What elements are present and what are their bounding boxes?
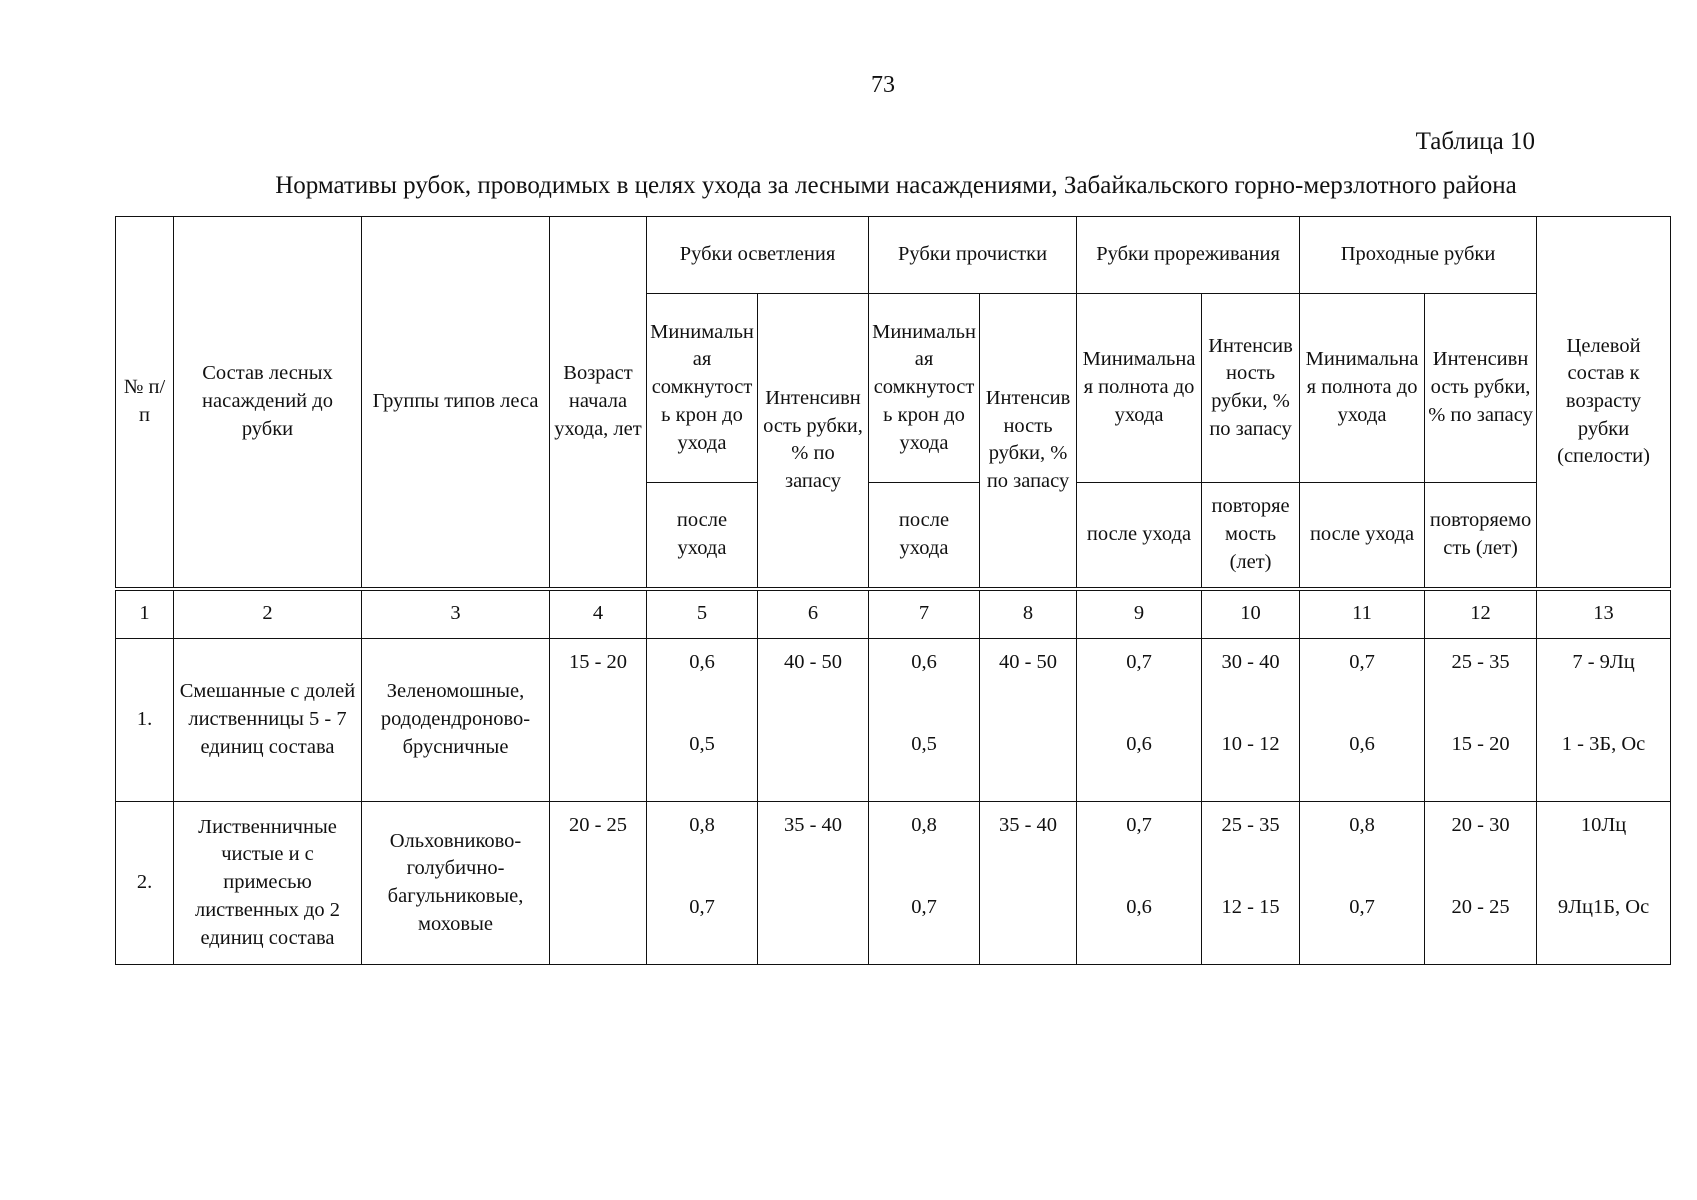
value-target-extra: 1 - 3Б, Ос [1561, 732, 1646, 755]
row-intensity-cleaning: 40 - 50 [980, 639, 1077, 802]
value-intensity: 20 - 30 [1451, 814, 1510, 836]
column-number: 3 [362, 589, 550, 639]
norms-table [115, 216, 1671, 965]
column-number: 5 [647, 589, 758, 639]
header-group-clearing: Рубки осветления [647, 217, 869, 294]
column-number: 10 [1202, 589, 1300, 639]
value-before: 0,6 [911, 651, 937, 673]
row-start-age: 20 - 25 [550, 802, 647, 965]
header-composition: Состав лесных насаждений до рубки [174, 217, 362, 589]
value-after: 0,5 [911, 732, 937, 755]
column-number: 13 [1537, 589, 1671, 639]
table-title: Нормативы рубок, проводимых в целях ухода за лесными насаждениями, Забайкальского горно-мерзлотного района [275, 172, 1517, 199]
header-after-cleaning: после ухода [869, 483, 980, 589]
header-repeat-passage: повторяемость (лет) [1425, 483, 1537, 589]
column-number: 4 [550, 589, 647, 639]
header-min-closure-clearing: Минимальная сомкнутость крон до ухода [647, 294, 758, 483]
value-target-extra: 9Лц1Б, Ос [1557, 895, 1650, 918]
header-start-age: Возраст начала ухода, лет [550, 217, 647, 589]
row-intensity-clearing: 35 - 40 [758, 802, 869, 965]
header-after-thinning: после ухода [1077, 483, 1202, 589]
header-min-density-thinning: Минимальная полнота до ухода [1077, 294, 1202, 483]
table-label: Таблица 10 [1415, 128, 1535, 155]
value-before: 0,7 [1126, 651, 1152, 673]
header-intensity-clearing: Интенсивность рубки, % по запасу [758, 294, 869, 589]
row-target [1537, 639, 1671, 802]
value-target-main: 10Лц [1580, 814, 1627, 836]
row-forest-groups: Ольховниково-голубично-багульниковые, моховые [362, 802, 550, 965]
value-repeat: 15 - 20 [1451, 732, 1510, 755]
page-number: 73 [871, 72, 895, 98]
row-target [1537, 802, 1671, 965]
column-number: 9 [1077, 589, 1202, 639]
value-after: 0,7 [1349, 895, 1375, 918]
value-repeat: 20 - 25 [1451, 895, 1510, 918]
row-composition: Лиственничные чистые и с примесью лиственных до 2 единиц состава [174, 802, 362, 965]
row-intensity-cleaning: 35 - 40 [980, 802, 1077, 965]
header-num: № п/п [116, 217, 174, 589]
header-intensity-thinning: Интенсивность рубки, % по запасу [1202, 294, 1300, 483]
value-before: 0,7 [1126, 814, 1152, 836]
header-after-clearing: после ухода [647, 483, 758, 589]
header-target: Целевой состав к возрасту рубки (спелости) [1537, 217, 1671, 589]
column-number: 2 [174, 589, 362, 639]
column-number: 6 [758, 589, 869, 639]
value-intensity: 25 - 35 [1451, 651, 1510, 673]
value-repeat: 12 - 15 [1221, 895, 1280, 918]
row-num: 2. [116, 802, 174, 965]
row-min-density-passage [1300, 639, 1425, 802]
column-number: 7 [869, 589, 980, 639]
row-start-age: 15 - 20 [550, 639, 647, 802]
table-row [116, 802, 1671, 965]
header-group-thinning: Рубки прореживания [1077, 217, 1300, 294]
value-after: 0,7 [689, 895, 715, 918]
value-after: 0,7 [911, 895, 937, 918]
value-target-main: 7 - 9Лц [1572, 651, 1635, 673]
column-number-row [116, 589, 1671, 639]
value-before: 0,7 [1349, 651, 1375, 673]
value-before: 0,8 [1349, 814, 1375, 836]
column-number: 11 [1300, 589, 1425, 639]
value-after: 0,6 [1349, 732, 1375, 755]
header-repeat-thinning: повторяемость (лет) [1202, 483, 1300, 589]
row-min-density-passage [1300, 802, 1425, 965]
row-intensity-thinning [1202, 802, 1300, 965]
row-min-density-thinning [1077, 802, 1202, 965]
header-group-passage: Проходные рубки [1300, 217, 1537, 294]
value-intensity: 30 - 40 [1221, 651, 1280, 673]
value-after: 0,6 [1126, 895, 1152, 918]
value-intensity: 25 - 35 [1221, 814, 1280, 836]
row-composition: Смешанные с долей лиственницы 5 - 7 единиц состава [174, 639, 362, 802]
value-repeat: 10 - 12 [1221, 732, 1280, 755]
row-intensity-passage [1425, 639, 1537, 802]
column-number: 8 [980, 589, 1077, 639]
column-number: 1 [116, 589, 174, 639]
value-before: 0,8 [911, 814, 937, 836]
row-forest-groups: Зеленомошные, рододендроново-брусничные [362, 639, 550, 802]
row-min-closure-clearing [647, 639, 758, 802]
row-intensity-thinning [1202, 639, 1300, 802]
row-min-closure-cleaning [869, 639, 980, 802]
row-min-density-thinning [1077, 639, 1202, 802]
row-num: 1. [116, 639, 174, 802]
value-before: 0,8 [689, 814, 715, 836]
header-intensity-cleaning: Интенсивность рубки, % по запасу [980, 294, 1077, 589]
header-forest-groups: Группы типов леса [362, 217, 550, 589]
header-row-groups [116, 217, 1671, 294]
row-min-closure-clearing [647, 802, 758, 965]
header-min-closure-cleaning: Минимальная сомкнутость крон до ухода [869, 294, 980, 483]
row-intensity-clearing: 40 - 50 [758, 639, 869, 802]
table-row [116, 639, 1671, 802]
header-after-passage: после ухода [1300, 483, 1425, 589]
header-intensity-passage: Интенсивность рубки, % по запасу [1425, 294, 1537, 483]
row-min-closure-cleaning [869, 802, 980, 965]
header-group-cleaning: Рубки прочистки [869, 217, 1077, 294]
value-after: 0,6 [1126, 732, 1152, 755]
column-number: 12 [1425, 589, 1537, 639]
row-intensity-passage [1425, 802, 1537, 965]
value-after: 0,5 [689, 732, 715, 755]
header-min-density-passage: Минимальная полнота до ухода [1300, 294, 1425, 483]
value-before: 0,6 [689, 651, 715, 673]
